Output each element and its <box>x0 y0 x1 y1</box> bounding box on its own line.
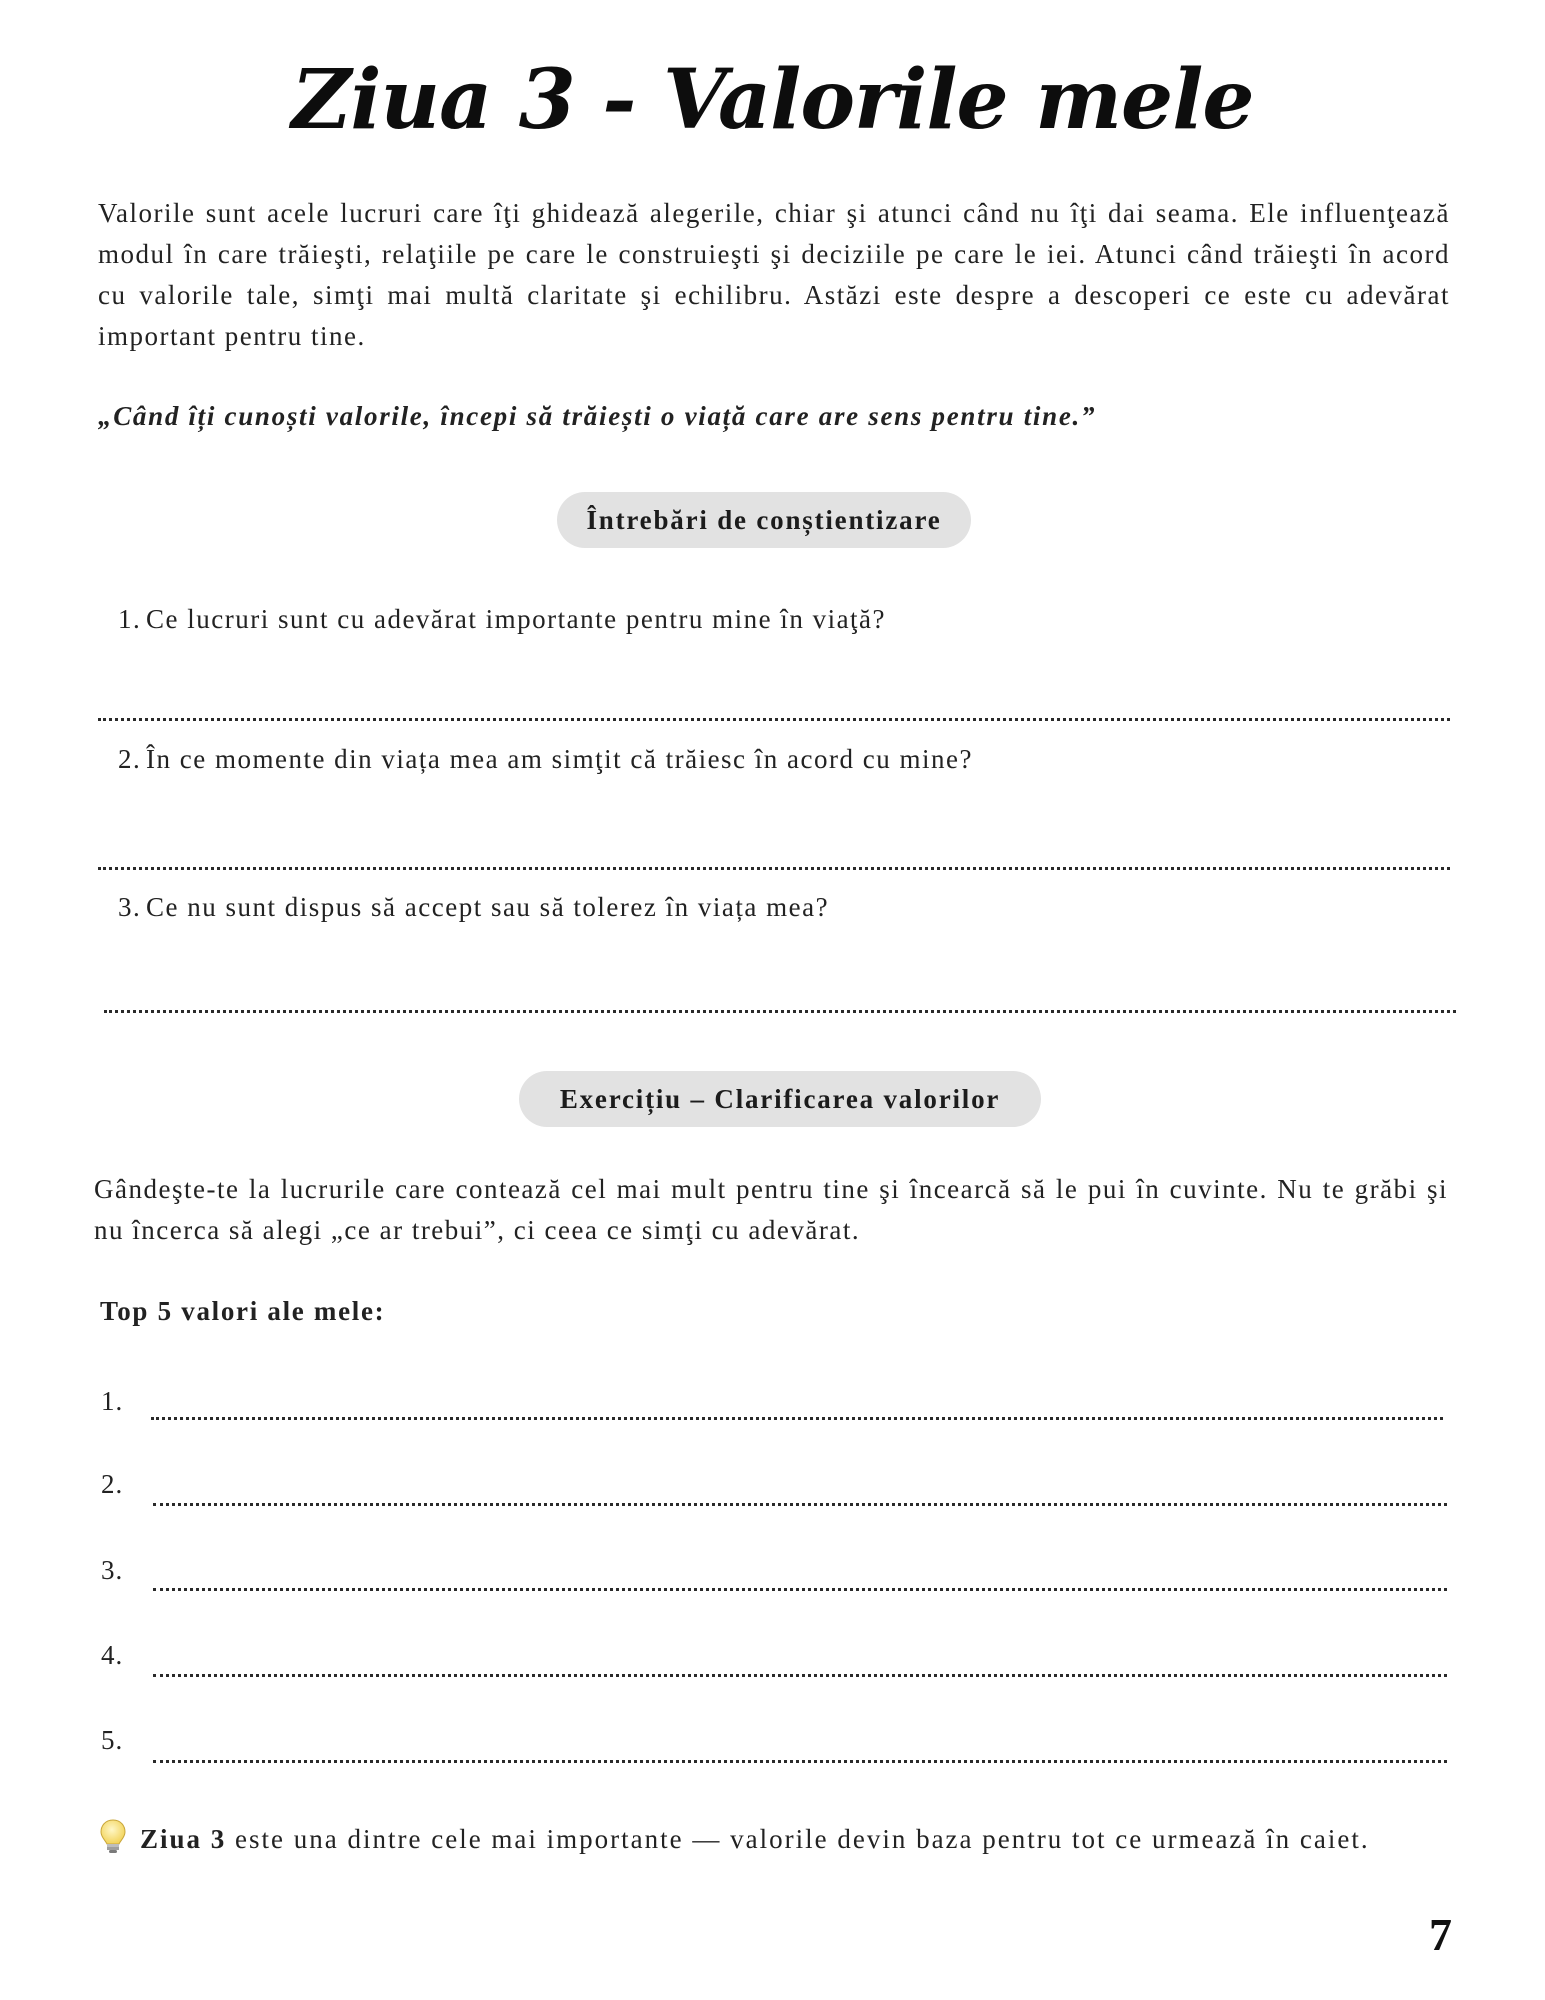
value-number: 3. <box>101 1555 124 1585</box>
tip-text: este una dintre cele mai importante — valorile devin baza pentru tot ce urmează în caiet. <box>226 1824 1370 1854</box>
question-text: În ce momente din viața mea am simţit că trăiesc în acord cu mine? <box>146 744 973 774</box>
intro-paragraph: Valorile sunt acele lucruri care îţi ghidează alegerile, chiar şi atunci când nu îţi dai seama. Ele influenţează modul în care trăieşti, relaţiile pe care le construieşti şi deciziile pe care le iei. Atunci când trăieşti în acord cu valorile tale, simţi mai multă claritate şi echilibru. Astăzi este despre a descoperi ce este cu adevărat important pentru tine. <box>98 198 1450 351</box>
value-line[interactable] <box>153 1503 1447 1506</box>
answer-line[interactable] <box>98 867 1450 870</box>
value-line[interactable] <box>153 1674 1447 1677</box>
page-title: Ziua 3 - Valorile mele <box>291 52 1254 148</box>
value-line[interactable] <box>151 1417 1443 1420</box>
value-number: 5. <box>101 1725 124 1755</box>
question-text: Ce lucruri sunt cu adevărat importante pentru mine în viaţă? <box>146 604 887 634</box>
value-number: 2. <box>101 1469 124 1499</box>
tip-note <box>98 1818 1452 1860</box>
tip-bold: Ziua 3 <box>140 1824 227 1854</box>
values-list-title: Top 5 valori ale mele: <box>100 1296 386 1326</box>
value-number: 4. <box>101 1640 124 1670</box>
question-text: Ce nu sunt dispus să accept sau să tolerez în viața mea? <box>146 892 830 922</box>
answer-line[interactable] <box>104 1010 1456 1013</box>
value-number: 1. <box>101 1386 124 1416</box>
answer-line[interactable] <box>98 718 1450 721</box>
lightbulb-icon <box>98 1818 128 1856</box>
value-line[interactable] <box>153 1760 1447 1763</box>
page-number: 7 <box>1429 1909 1452 1960</box>
value-line[interactable] <box>153 1588 1447 1591</box>
questions-heading: Întrebări de conștientizare <box>557 492 971 548</box>
question-number: 3. <box>118 892 142 922</box>
question-number: 2. <box>118 744 142 774</box>
exercise-instructions: Gândeşte-te la lucrurile care contează cel mai mult pentru tine şi încearcă să le pui în cuvinte. Nu te grăbi şi nu încerca să alegi „ce ar trebui”, ci ceea ce simţi cu adevărat. <box>94 1174 1448 1245</box>
quote: „Când îți cunoști valorile, începi să trăiești o viață care are sens pentru tine.” <box>98 401 1097 431</box>
question-number: 1. <box>118 604 142 634</box>
exercise-heading: Exercițiu – Clarificarea valorilor <box>519 1071 1041 1127</box>
